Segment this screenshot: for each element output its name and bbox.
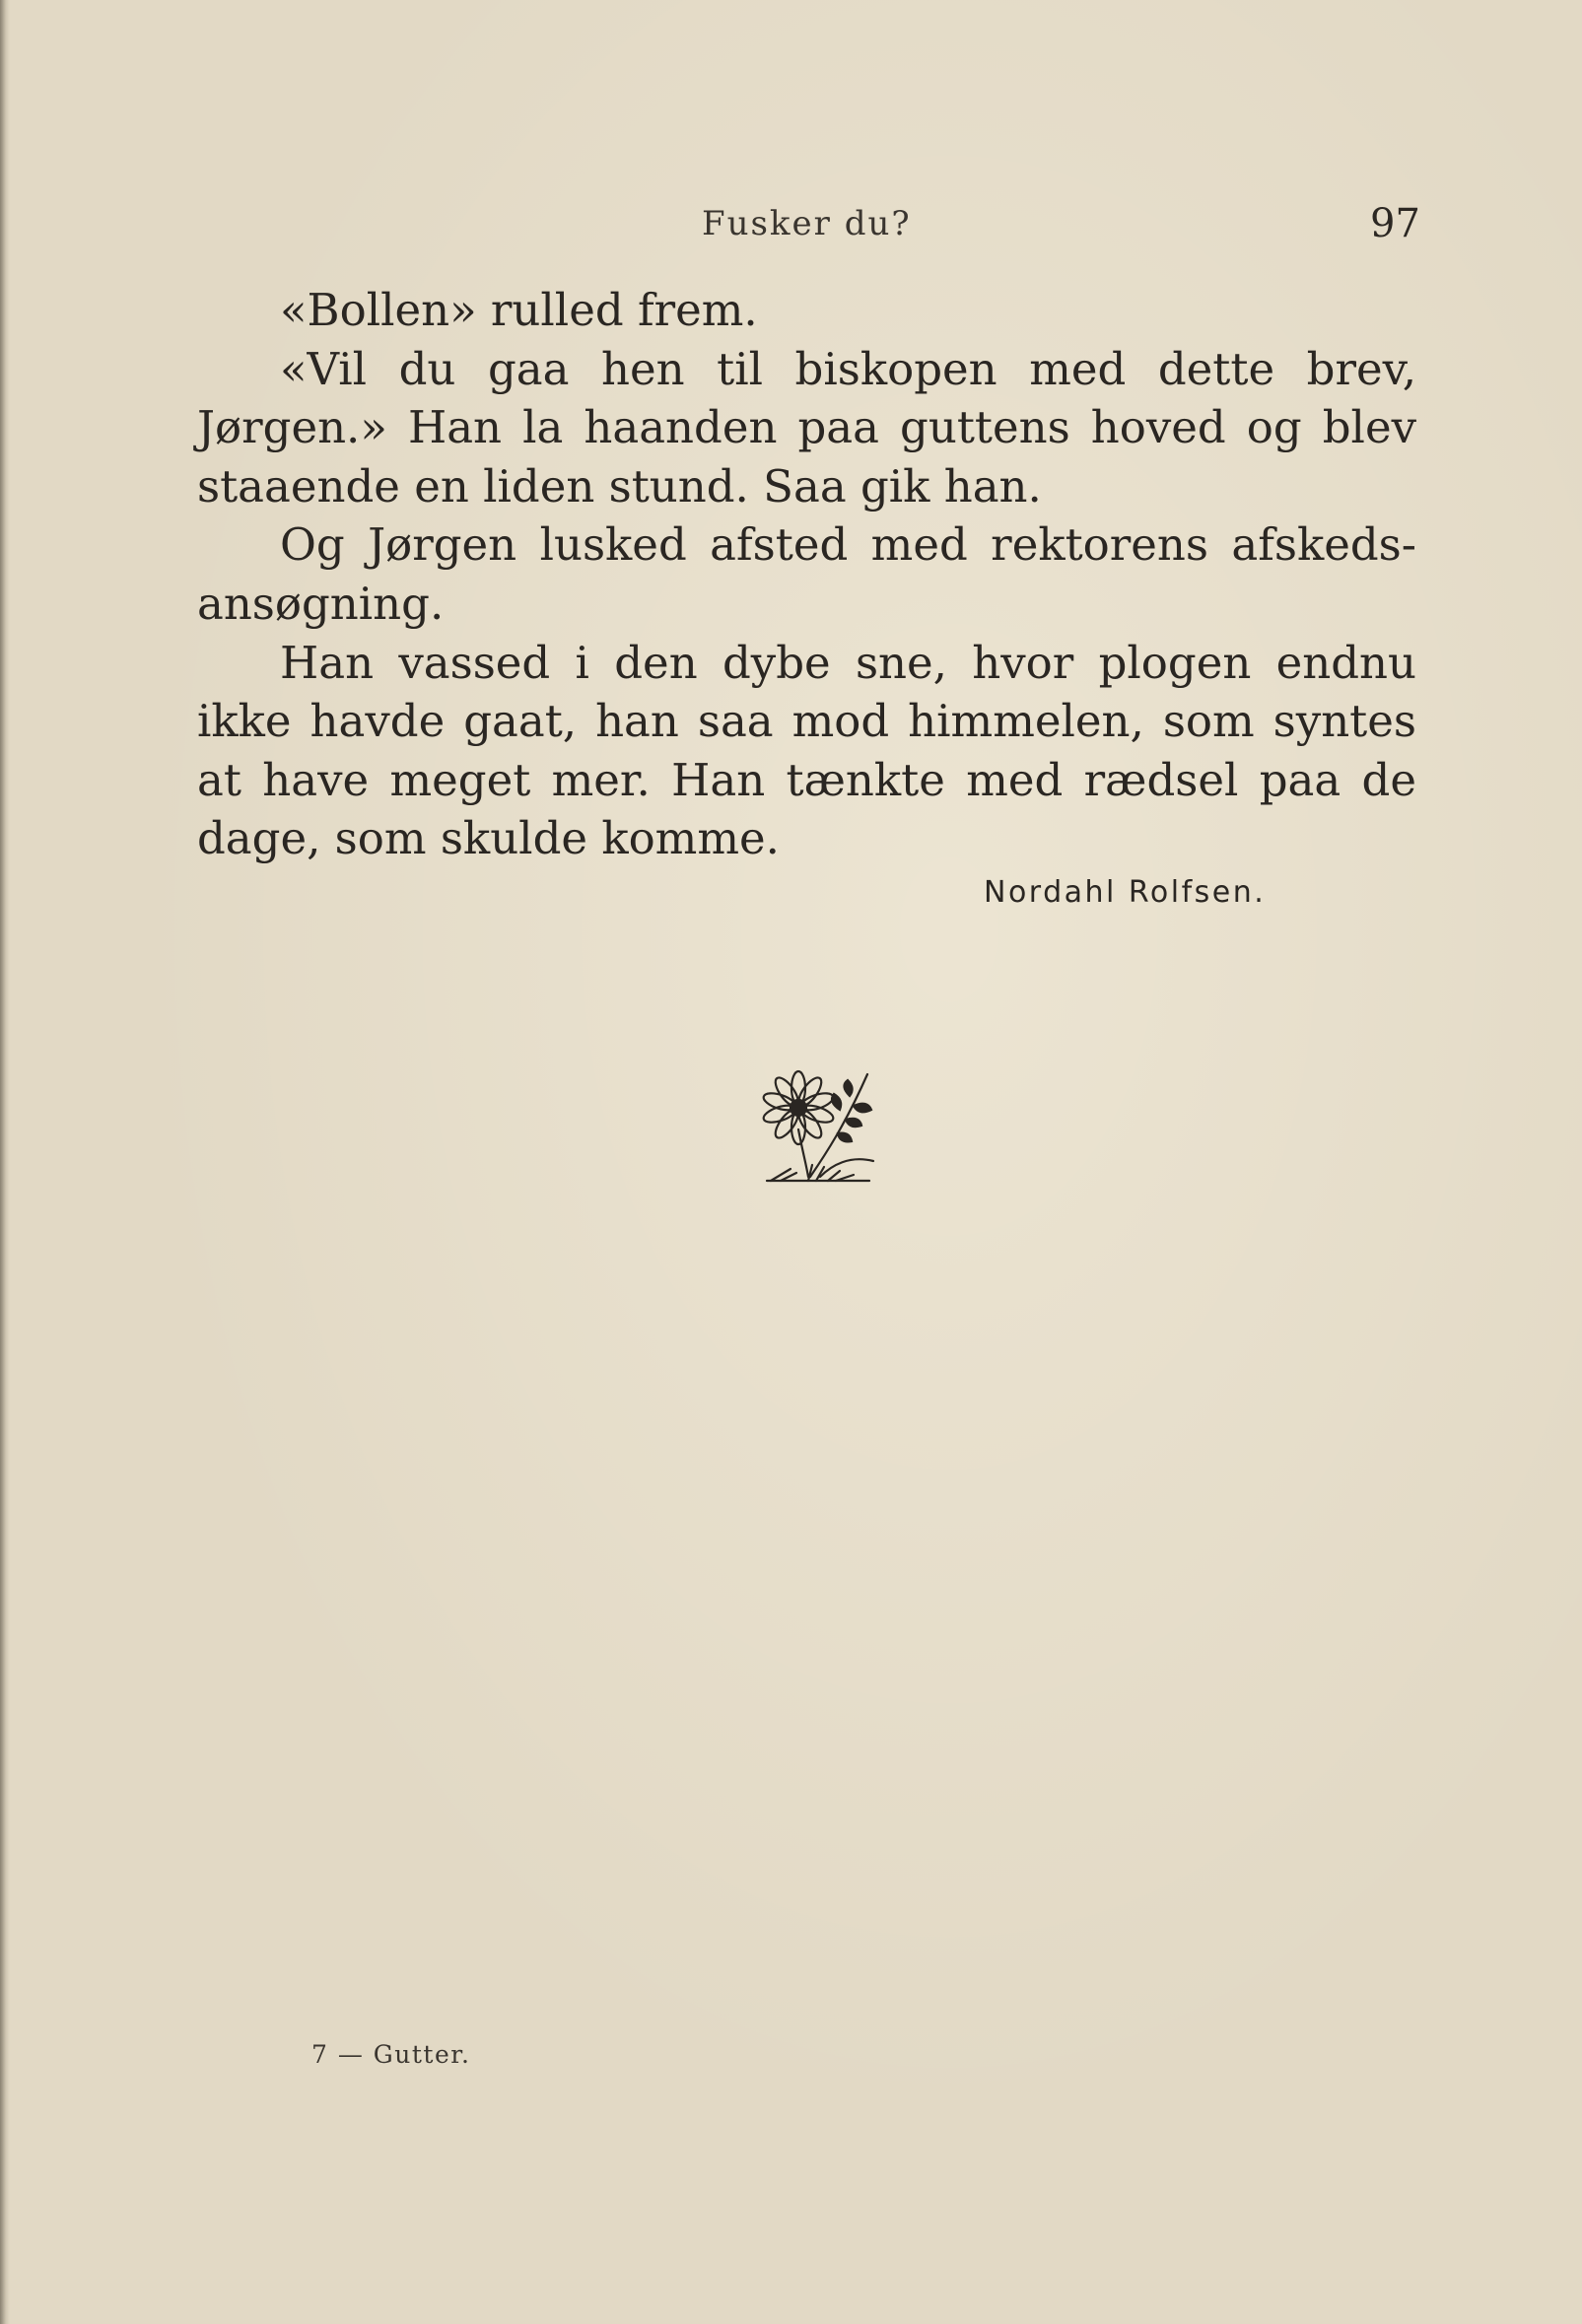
body-text [197,281,1416,868]
paragraph: «Bollen» rulled frem. [280,284,758,336]
paragraph: Han vassed i den dybe sne, hvor plogen endnu ikke havde gaat, han saa mod himmelen, som syntes at have meget mer. Han tænkte med rædsel paa de dage, som skulde komme. [197,636,1416,865]
flower-ornament-icon [751,1066,879,1185]
paragraph: Og Jørgen lusked afsted med rektorens afskedsansøgning. [197,518,1416,630]
paragraph: «Vil du gaa hen til biskopen med dette brev, Jørgen.» Han la haanden paa guttens hoved og blev staaende en liden stund. Saa gik han. [197,342,1416,513]
running-head: Fusker du? [702,204,912,243]
author-signature: Nordahl Rolfsen. [984,875,1267,910]
signature-mark: 7 — Gutter. [311,2040,471,2069]
page-number: 97 [1370,201,1420,246]
page-spine-shadow [0,0,10,2324]
